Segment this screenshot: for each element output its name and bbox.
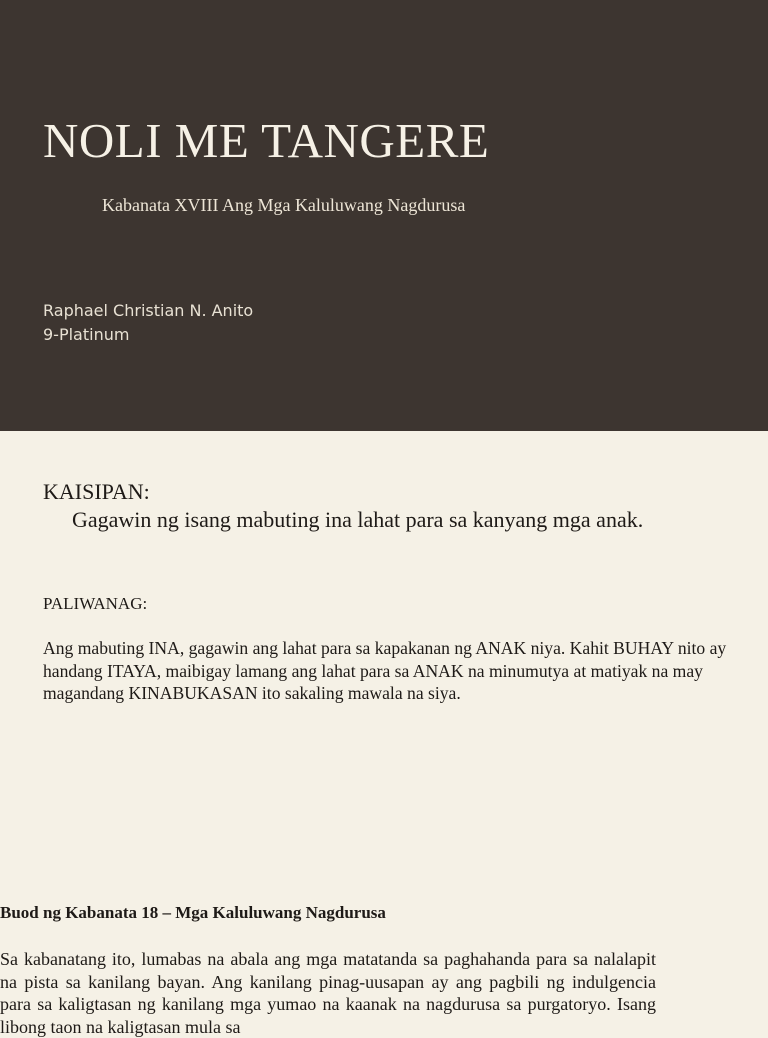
chapter-subtitle: Kabanata XVIII Ang Mga Kaluluwang Nagdurusa [102, 195, 466, 215]
author-block [43, 299, 253, 347]
kaisipan-text: Gagawin ng isang mabuting ina lahat para sa kanyang mga anak. [72, 507, 644, 532]
buod-text: Sa kabanatang ito, lumabas na abala ang mga matatanda sa paghahanda para sa nalalapit na pista sa kanilang bayan. Ang kanilang pinag-uusapan ay ang pagbili ng indulgencia para sa kaligtasan ng kanilang mga yumao na kaanak na nagdurusa sa purgatoryo. Isang libong taon na kaligtasan mula sa [0, 949, 656, 1037]
buod-heading: Buod ng Kabanata 18 – Mga Kaluluwang Nagdurusa [0, 903, 386, 922]
author-name: Raphael Christian N. Anito [43, 301, 254, 320]
document-title: NOLI ME TANGERE [43, 113, 490, 168]
paliwanag-text: Ang mabuting INA, gagawin ang lahat para sa kapakanan ng ANAK niya. Kahit BUHAY nito ay handang ITAYA, maibigay lamang ang lahat para sa ANAK na minumutya at matiyak na may magandang KINABUKASAN ito sakaling mawala na siya. [43, 638, 727, 703]
author-section: 9-Platinum [43, 325, 130, 344]
paliwanag-label: PALIWANAG: [43, 594, 148, 613]
kaisipan-label: KAISIPAN: [43, 479, 150, 504]
title-banner [0, 0, 768, 431]
